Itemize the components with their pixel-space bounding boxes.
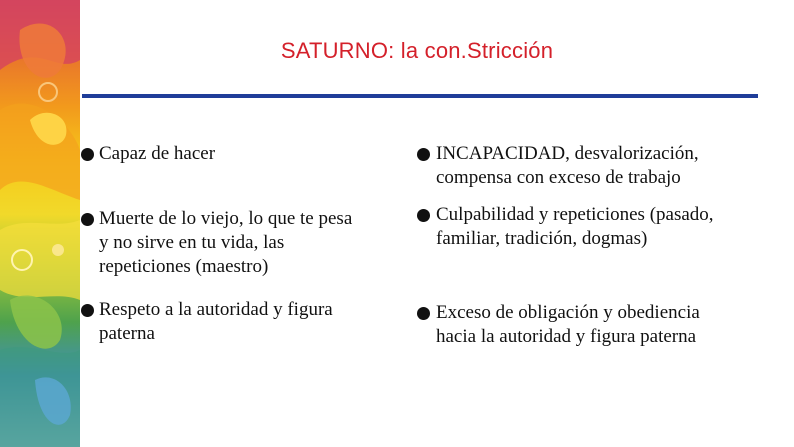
list-item-text-rest: y no sirve en tu vida, las repeticiones (maestro) [99, 232, 285, 277]
list-item-text-line1: Muerte de lo viejo, lo que te pesa [99, 208, 353, 229]
list-item-right-2 [417, 203, 792, 251]
list-item-text-line1: Exceso de obligación y obediencia [436, 302, 700, 323]
list-item-right-3 [417, 301, 787, 349]
slide-title: SATURNO: la con.Stricción [280, 38, 554, 63]
bullet-icon [417, 307, 430, 320]
list-item-text-line1: Culpabilidad y repeticiones (pasado, [436, 204, 714, 225]
list-item-text: Capaz de hacer [99, 143, 216, 164]
list-item-text-line1: INCAPACIDAD, desvalorización, [436, 143, 699, 164]
list-item-text-rest: hacia la autoridad y figura paterna [436, 326, 697, 347]
list-item-left-3 [81, 298, 411, 346]
list-item-text-rest: familiar, tradición, dogmas) [436, 228, 648, 249]
bullet-icon [81, 148, 94, 161]
list-item-right-1 [417, 142, 787, 190]
bullet-icon [81, 213, 94, 226]
title-divider [82, 94, 758, 98]
bullet-icon [81, 304, 94, 317]
list-item-left-2 [81, 207, 411, 279]
list-item-text-rest: paterna [99, 323, 155, 344]
bullet-icon [417, 209, 430, 222]
list-item-left-1 [81, 142, 411, 166]
decorative-painting [0, 0, 80, 447]
list-item-text-rest: compensa con exceso de trabajo [436, 167, 681, 188]
bullet-icon [417, 148, 430, 161]
list-item-text-line1: Respeto a la autoridad y figura [99, 299, 333, 320]
